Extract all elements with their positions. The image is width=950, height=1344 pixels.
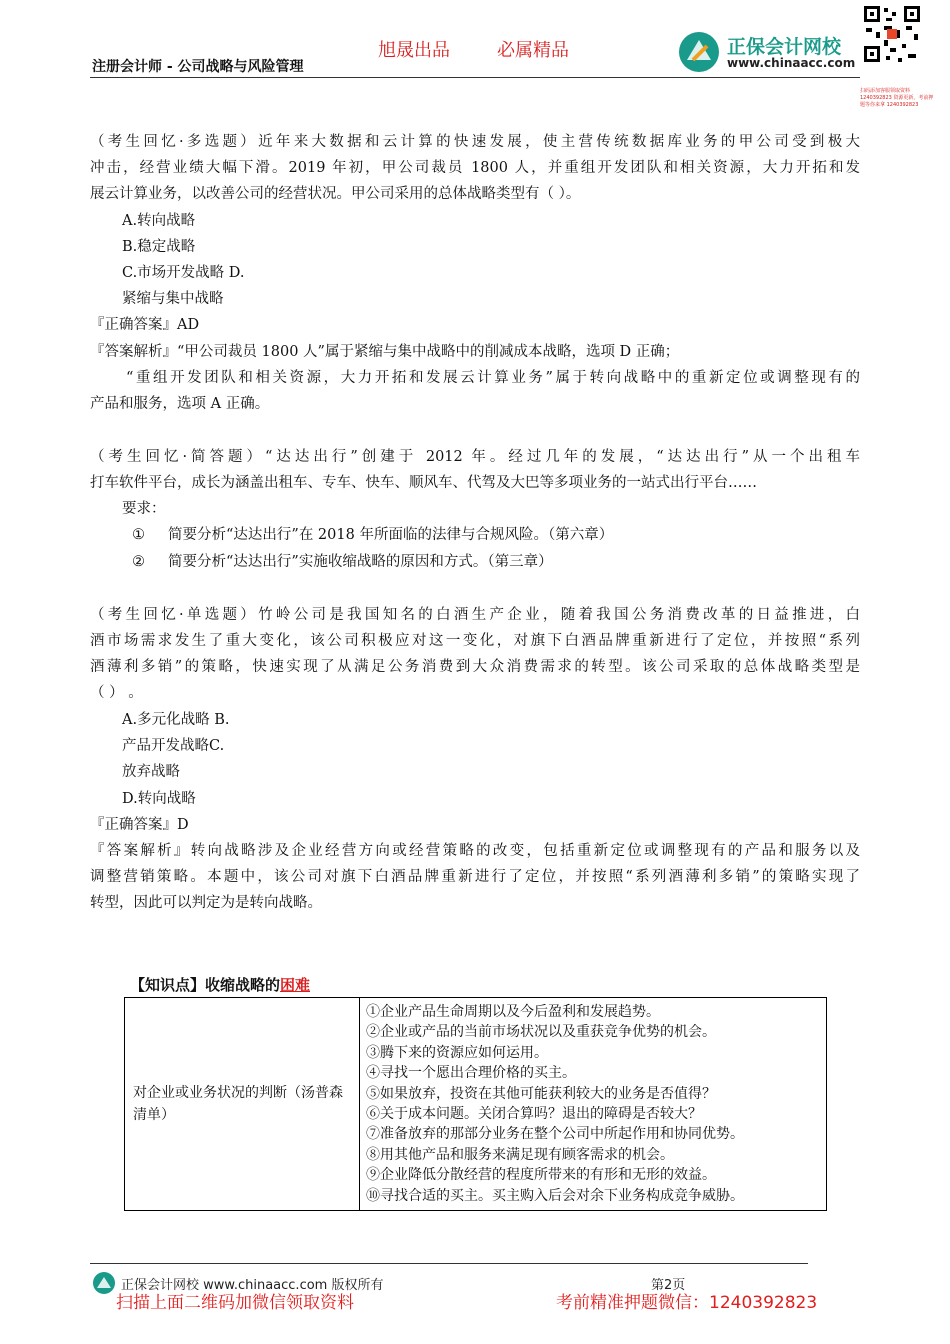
knowledge-title-highlight[interactable]: 困难 xyxy=(280,976,311,994)
header-slogan-right: 必属精品 xyxy=(497,40,569,61)
footer-promo-left: 扫描上面二维码加微信领取资料 xyxy=(116,1293,354,1313)
q3-analysis-1: 『答案解析』转向战略涉及企业经营方向或经营策略的改变，包括重新定位或调整现有的产品和服务以及 xyxy=(90,843,860,859)
knowledge-title-prefix: 【知识点】收缩战略的 xyxy=(130,976,281,994)
q2-req2: 简要分析“达达出行”实施收缩战略的原因和方式。（第三章） xyxy=(168,554,553,570)
chinaacc-logo[interactable] xyxy=(677,30,857,74)
footer-logo xyxy=(92,1271,116,1295)
q1-option-d: 紧缩与集中战略 xyxy=(122,291,224,307)
q2-line-1: （考生回忆·简答题）“达达出行”创建于 2012 年。经过几年的发展，“达达出行”从一个出租车 xyxy=(90,449,860,465)
footer-divider xyxy=(90,1263,808,1264)
q3-analysis-3: 转型，因此可以判定为是转向战略。 xyxy=(90,895,322,911)
knowledge-table xyxy=(124,997,827,1211)
header-slogan-left: 旭晟出品 xyxy=(378,40,450,61)
q2-line-2: 打车软件平台，成长为涵盖出租车、专车、快车、顺风车、代驾及大巴等多项业务的一站式出行平台…… xyxy=(90,475,757,491)
q1-line-2: 冲击，经营业绩大幅下滑。2019 年初，甲公司裁员 1800 人，并重组开发团队和相关资源，大力开拓和发 xyxy=(90,160,860,176)
qr-code xyxy=(862,4,922,64)
table-row xyxy=(125,998,827,1211)
list-item: ⑥关于成本问题。关闭合算吗？退出的障碍是否较大？ xyxy=(366,1106,702,1123)
knowledge-title xyxy=(130,974,310,995)
footer-logo-icon xyxy=(92,1271,116,1295)
q1-option-c: C.市场开发战略 D. xyxy=(122,265,245,281)
list-item: ⑧用其他产品和服务来满足现有顾客需求的机会。 xyxy=(366,1146,674,1163)
list-item: ⑤如果放弃，投资在其他可能获利较大的业务是否值得？ xyxy=(366,1085,716,1102)
q1-line-3: 展云计算业务，以改善公司的经营状况。甲公司采用的总体战略类型有（ ）。 xyxy=(90,186,581,202)
qr-caption: 扫码添加客服领取资料 1240392823 资源更新，考前押题等你来拿 1240392823 xyxy=(860,88,934,108)
q3-option-c: 放弃战略 xyxy=(122,764,180,780)
footer-promo-right: 考前精准押题微信：1240392823 xyxy=(556,1293,818,1313)
list-item: ⑨企业降低分散经营的程度所带来的有形和无形的效益。 xyxy=(366,1167,716,1184)
list-item: ①企业产品生命周期以及今后盈利和发展趋势。 xyxy=(366,1004,660,1020)
logo-emblem-icon xyxy=(677,30,721,74)
q2-req1-num: ① xyxy=(132,527,145,543)
header-divider xyxy=(90,77,860,78)
q3-option-d: D.转向战略 xyxy=(122,791,196,807)
q2-req1: 简要分析“达达出行”在 2018 年所面临的法律与合规风险。（第六章） xyxy=(168,527,614,543)
header-subject: 注册会计师 - 公司战略与风险管理 xyxy=(92,59,304,75)
list-item: ④寻找一个愿出合理价格的买主。 xyxy=(366,1065,576,1082)
list-item: ②企业或产品的当前市场状况以及重获竞争优势的机会。 xyxy=(366,1024,716,1041)
knowledge-left-cell: 对企业或业务状况的判断（汤普森清单） xyxy=(125,998,360,1211)
q1-option-b: B.稳定战略 xyxy=(122,239,196,255)
q2-require: 要求： xyxy=(122,501,166,517)
q2-req2-num: ② xyxy=(132,554,145,570)
logo-url: www.chinaacc.com xyxy=(727,56,856,70)
q3-option-a: A.多元化战略 B. xyxy=(122,712,230,728)
q3-line-1: （考生回忆·单选题）竹岭公司是我国知名的白酒生产企业，随着我国公务消费改革的日益推进，白 xyxy=(90,607,860,623)
q1-analysis-1: 『答案解析』“甲公司裁员 1800 人”属于紧缩与集中战略中的削减成本战略，选项 D 正确； xyxy=(90,344,680,360)
q3-line-2: 酒市场需求发生了重大变化，该公司积极应对这一变化，对旗下白酒品牌重新进行了定位，并按照“系列 xyxy=(90,633,860,649)
logo-name: 正保会计网校 xyxy=(727,36,842,58)
q1-answer: 『正确答案』AD xyxy=(90,317,200,333)
q3-line-4: （ ） 。 xyxy=(90,685,143,701)
q1-analysis-3: 产品和服务，选项 A 正确。 xyxy=(90,396,270,412)
q3-analysis-2: 调整营销策略。本题中，该公司对旗下白酒品牌重新进行了定位，并按照“系列酒薄利多销”的策略实现了 xyxy=(90,869,860,885)
list-item: ⑦准备放弃的那部分业务在整个公司中所起作用和协同优势。 xyxy=(366,1126,744,1143)
knowledge-right-cell xyxy=(360,998,827,1211)
list-item: ⑩寻找合适的买主。买主购入后会对余下业务构成竞争威胁。 xyxy=(366,1187,744,1204)
q1-analysis-2: “重组开发团队和相关资源，大力开拓和发展云计算业务”属于转向战略中的重新定位或调整现有的 xyxy=(126,370,860,386)
q1-line-1: （考生回忆·多选题）近年来大数据和云计算的快速发展，使主营传统数据库业务的甲公司受到极大 xyxy=(90,134,860,150)
q3-answer: 『正确答案』D xyxy=(90,817,189,833)
q3-line-3: 酒薄利多销”的策略，快速实现了从满足公务消费到大众消费需求的转型。该公司采取的总体战略类型是 xyxy=(90,659,860,675)
q1-option-a: A.转向战略 xyxy=(122,213,196,229)
qr-code-icon xyxy=(862,4,922,64)
footer-page-number: 第2页 xyxy=(651,1278,686,1293)
footer-copyright: 正保会计网校 www.chinaacc.com 版权所有 xyxy=(121,1278,384,1293)
list-item: ③腾下来的资源应如何运用。 xyxy=(366,1044,548,1061)
q3-option-b: 产品开发战略C. xyxy=(122,738,225,754)
